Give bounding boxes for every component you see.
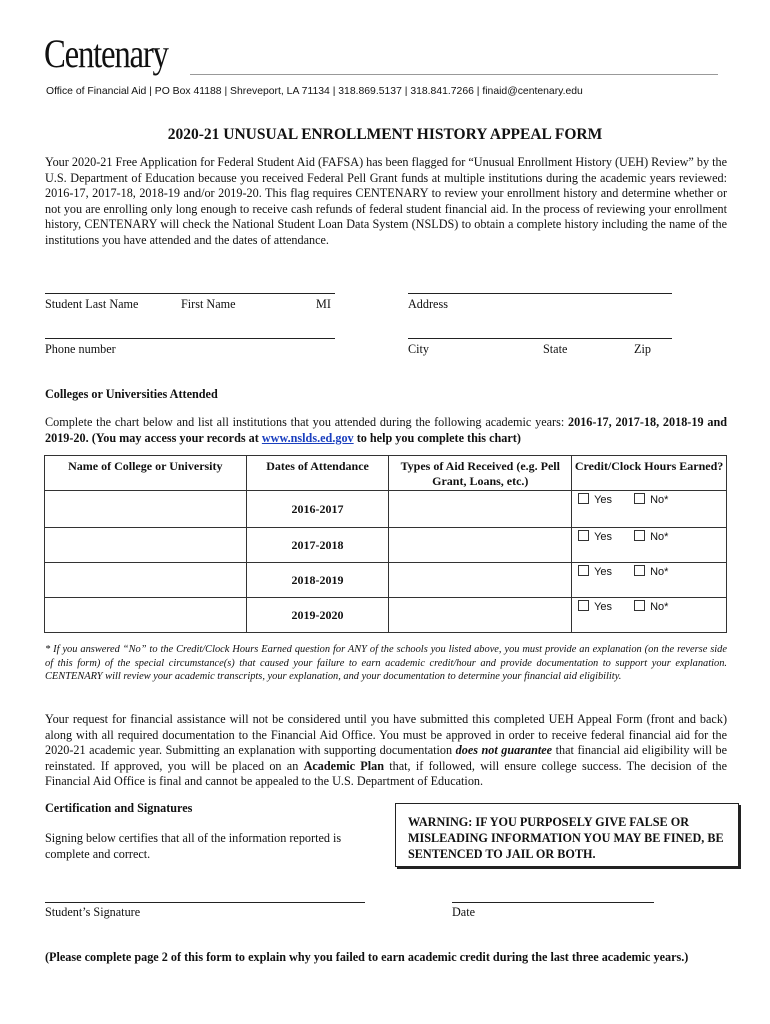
request-paragraph [45, 712, 727, 790]
colleges-instructions [45, 415, 727, 446]
request-part3: that, if followed, will ensure college success. The decision of the Financial Aid Office is final and cannot be appealed to the U.S. Department of Education. [45, 758, 728, 788]
city-state-zip-line[interactable] [408, 338, 672, 339]
aid-types-cell[interactable] [389, 598, 572, 633]
certification-heading: Certification and Signatures [45, 801, 193, 815]
no-checkbox[interactable] [634, 565, 645, 576]
certification-text: Signing below certifies that all of the information reported is complete and correct. [45, 831, 342, 861]
form-title: 2020-21 UNUSUAL ENROLLMENT HISTORY APPEAL FORM [167, 126, 603, 143]
centenary-logo: Centenary [44, 31, 168, 76]
no-checkbox[interactable] [634, 600, 645, 611]
yes-checkbox[interactable] [578, 565, 589, 576]
request-part1: Your request for financial assistance will not be considered until you have submitted this completed UEH Appeal Form (front and back) along with all required documentation to the Financial Aid Office. You must be approved in order to receive federal financial aid for the 2020-21 academic year. Submitting an explanation with supporting documentation [45, 712, 727, 757]
attendance-year-cell: 2017-2018 [246, 528, 389, 563]
credit-earned-cell [572, 491, 727, 528]
yes-checkbox[interactable] [578, 530, 589, 541]
instructions-text: Complete the chart below and list all institutions that you attended during the following academic years: [45, 415, 569, 429]
yes-label: Yes [594, 531, 613, 543]
first-name-label: First Name [181, 297, 236, 311]
col-header-credit: Credit/Clock Hours Earned? [572, 456, 727, 491]
no-label: No* [650, 494, 669, 506]
academic-plan-term: Academic Plan [303, 758, 384, 773]
col-header-aid: Types of Aid Received (e.g. Pell Grant, Loans, etc.) [389, 456, 572, 491]
no-label: No* [650, 531, 669, 543]
no-checkbox[interactable] [634, 530, 645, 541]
city-label: City [408, 342, 429, 356]
table-row [45, 598, 727, 633]
yes-label: Yes [594, 566, 613, 578]
attendance-year-cell: 2016-2017 [246, 491, 389, 528]
no-label: No* [650, 566, 669, 578]
table-row [45, 528, 727, 563]
col-header-college: Name of College or University [45, 456, 247, 491]
state-label: State [543, 342, 568, 356]
credit-earned-cell [572, 598, 727, 633]
date-line[interactable] [452, 902, 654, 903]
request-part2: that financial aid eligibility will be reinstated. If approved, you will be placed on an [45, 743, 727, 773]
yes-label: Yes [594, 601, 613, 613]
request-emphasis: does not guarantee [455, 743, 553, 757]
aid-types-cell[interactable] [389, 563, 572, 598]
last-name-label: Student Last Name [45, 297, 139, 311]
phone-label: Phone number [45, 342, 116, 356]
table-header-row [45, 456, 727, 491]
address-line[interactable] [408, 293, 672, 294]
college-name-cell[interactable] [45, 563, 247, 598]
closing-instruction: (Please complete page 2 of this form to explain why you failed to earn academic credit during the last three academic years.) [45, 950, 689, 964]
colleges-heading: Colleges or Universities Attended [45, 387, 218, 401]
colleges-table [44, 455, 727, 633]
intro-paragraph: Your 2020-21 Free Application for Federal Student Aid (FAFSA) has been flagged for “Unusual Enrollment History (UEH) Review” by the U.S. Department of Education because you received Federal Pell Grant funds at multiple institutions during the academic years reviewed: 2016-17, 2017-18, 2018-19 and/or 2019-20. This flag requires CENTENARY to review your enrollment history and determine whether or not you are enrolling only long enough to receive cash refunds of federal student financial aid. In the process of reviewing your enrollment history, CENTENARY will check the National Student Loan Data System (NSLDS) to obtain a complete history including the name of the institutions you have attended and the dates of attendance. [45, 155, 727, 247]
no-label: No* [650, 601, 669, 613]
aid-types-cell[interactable] [389, 528, 572, 563]
zip-label: Zip [634, 342, 651, 356]
yes-checkbox[interactable] [578, 493, 589, 504]
college-name-cell[interactable] [45, 491, 247, 528]
yes-checkbox[interactable] [578, 600, 589, 611]
attendance-year-cell: 2018-2019 [246, 563, 389, 598]
table-row [45, 491, 727, 528]
college-name-cell[interactable] [45, 598, 247, 633]
footnote: * If you answered “No” to the Credit/Clock Hours Earned question for ANY of the schools you listed above, you must provide an explanation (on the reverse side of this form) of the special circumstance(s) that caused your failure to earn academic credit/hour and provide documentation to support your explanation. CENTENARY will review your academic transcripts, your explanation, and your documentation to determine your financial aid eligibility. [45, 644, 727, 683]
yes-label: Yes [594, 494, 613, 506]
header-rule [190, 74, 718, 75]
phone-line[interactable] [45, 338, 335, 339]
table-row [45, 563, 727, 598]
college-name-cell[interactable] [45, 528, 247, 563]
aid-types-cell[interactable] [389, 491, 572, 528]
date-label: Date [452, 905, 476, 919]
credit-earned-cell [572, 563, 727, 598]
mi-label: MI [316, 297, 331, 311]
instructions-years: 2016-17, 2017-18, 2018-19 and 2019-20. (You may access your records at [45, 415, 728, 445]
instructions-tail: to help you complete this chart) [353, 430, 521, 445]
nslds-link[interactable]: www.nslds.ed.gov [261, 430, 354, 445]
attendance-year-cell: 2019-2020 [246, 598, 389, 633]
name-line[interactable] [45, 293, 335, 294]
address-label: Address [408, 297, 448, 311]
warning-box: WARNING: IF YOU PURPOSELY GIVE FALSE OR MISLEADING INFORMATION YOU MAY BE FINED, BE SENTENCED TO JAIL OR BOTH. [395, 803, 739, 867]
contact-line: Office of Financial Aid | PO Box 41188 | Shreveport, LA 71134 | 318.869.5137 | 318.841.7266 | finaid@centenary.edu [46, 86, 583, 97]
no-checkbox[interactable] [634, 493, 645, 504]
credit-earned-cell [572, 528, 727, 563]
col-header-dates: Dates of Attendance [246, 456, 389, 491]
signature-line[interactable] [45, 902, 365, 903]
signature-label: Student’s Signature [45, 905, 141, 919]
